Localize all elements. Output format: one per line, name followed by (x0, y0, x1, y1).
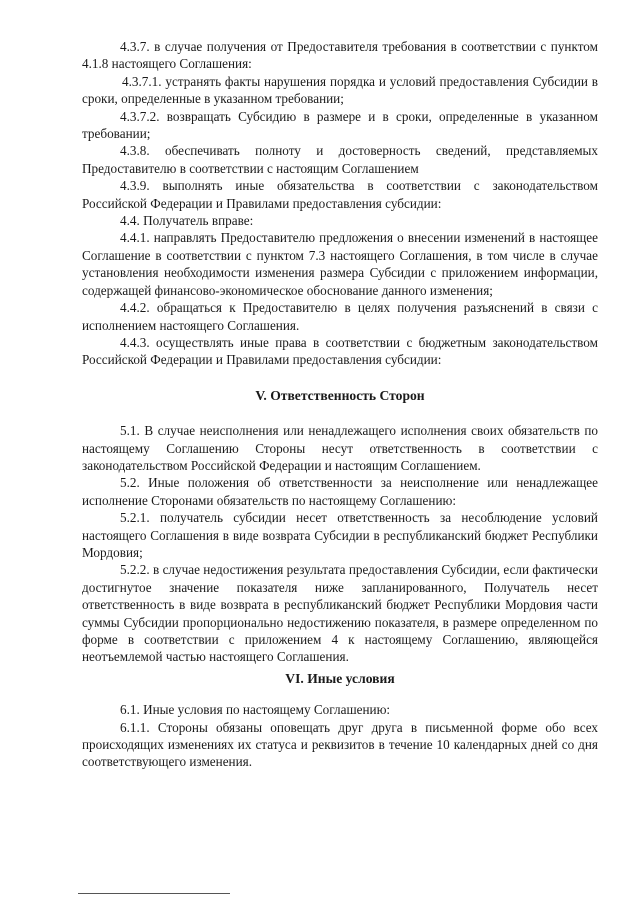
paragraph-5-2-2: 5.2.2. в случае недостижения результата предоставления Субсидии, если фактически достигнутое значение показателя ниже запланированного, Получатель несет ответственность в виде возврата в республиканский бюджет Республики Мордовия части суммы Субсидии пропорционально недостижению показателя, в размере определенном по форме в соответствии с приложением 4 к настоящему Соглашению, являющейся неотъемлемой частью настоящего Соглашения. (82, 562, 598, 665)
paragraph-4-3-7-1: 4.3.7.1. устранять факты нарушения порядка и условий предоставления Субсидии в сроки, определенные в указанном требовании; (82, 73, 598, 107)
paragraph-4-3-9: 4.3.9. выполнять иные обязательства в соответствии с законодательством Российской Федерации и Правилами предоставления субсидии: (82, 178, 598, 211)
section-5-title: V. Ответственность Сторон (255, 387, 425, 403)
paragraph-4-4-2: 4.4.2. обращаться к Предоставителю в целях получения разъяснений в связи с исполнением настоящего Соглашения. (82, 300, 598, 333)
paragraph-4-4-3: 4.4.3. осуществлять иные права в соответствии с бюджетным законодательством Российской Федерации и Правилами предоставления субсидии: (82, 334, 598, 368)
paragraph-6-1-1: 6.1.1. Стороны обязаны оповещать друг друга в письменной форме обо всех происходящих изменениях их статуса и реквизитов в течение 10 календарных дней со дня соответствующего изменения. (82, 719, 598, 770)
section-6-title: VI. Иные условия (285, 670, 395, 686)
paragraph-5-1: 5.1. В случае неисполнения или ненадлежащего исполнения своих обязательств по настоящему Соглашению Стороны несут ответственность в соответствии с законодательством Российской Федерации и настоящим Соглашением. (82, 423, 598, 473)
paragraph-4-4: 4.4. Получатель вправе: (120, 213, 254, 229)
paragraph-4-3-8: 4.3.8. обеспечивать полноту и достоверность сведений, представляемых Предоставителю в соответствии с настоящим Соглашением (82, 143, 598, 176)
document-body (82, 38, 598, 771)
footnote-divider (78, 893, 230, 894)
paragraph-4-3-7: 4.3.7. в случае получения от Предоставителя требования в соответствии с пунктом 4.1.8 настоящего Соглашения: (82, 39, 598, 72)
paragraph-4-4-1: 4.4.1. направлять Предоставителю предложения о внесении изменений в настоящее Соглашение в соответствии с пунктом 7.3 настоящего Соглашения, в том числе в случае установления необходимости изменения размера Субсидии с приложением информации, содержащей финансово-экономическое обоснование данного изменения; (82, 230, 598, 298)
paragraph-4-3-7-2: 4.3.7.2. возвращать Субсидию в размере и в сроки, определенные в указанном требовании; (82, 108, 598, 142)
paragraph-6-1: 6.1. Иные условия по настоящему Соглашению: (120, 702, 391, 718)
paragraph-5-2: 5.2. Иные положения об ответственности за неисполнение или ненадлежащее исполнение Сторонами обязательств по настоящему Соглашению: (82, 475, 598, 508)
paragraph-5-2-1: 5.2.1. получатель субсидии несет ответственность за несоблюдение условий настоящего Соглашения в виде возврата Субсидии в республиканский бюджет Республики Мордовия; (82, 510, 598, 560)
